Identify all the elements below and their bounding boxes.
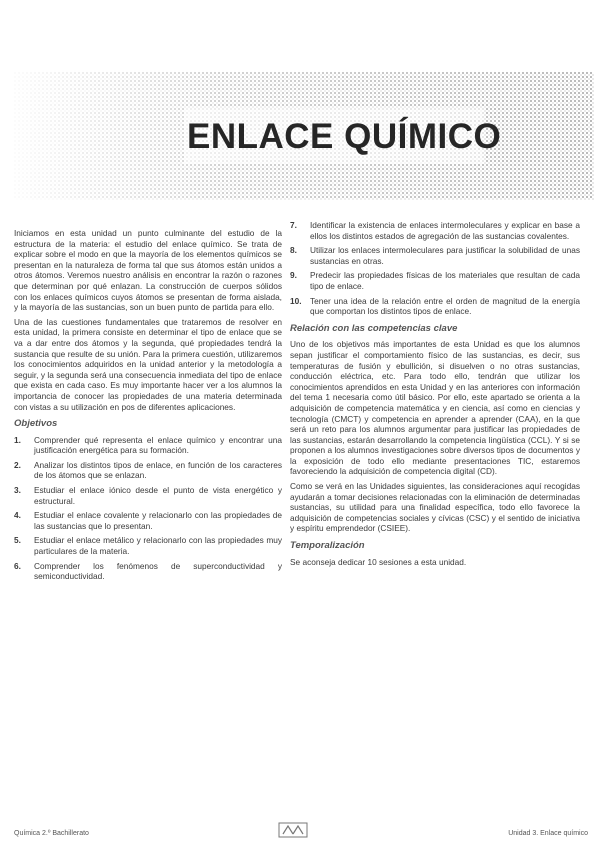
- left-column: [14, 228, 282, 586]
- list-item: 6. Comprender los fenómenos de superconductividad y semiconductividad.: [14, 560, 282, 582]
- temporalizacion-heading: Temporalización: [290, 540, 365, 552]
- right-column: [290, 220, 580, 571]
- footer-left: Química 2.º Bachillerato: [14, 830, 89, 837]
- list-item: 1. Comprender qué representa el enlace químico y encontrar una justificación energética para su formación.: [14, 434, 282, 456]
- competences-paragraph: Como se verá en las Unidades siguientes, las consideraciones aquí recogidas ayudarán a tomar decisiones relacionadas con la eliminación de determinadas sustancias, su utilidad para una finalidad específica, todo ello favorece la adquisición de competencias sociales y cívicas (CSC) y el sentido de iniciativa y espíritu emprendedor (CSIEE).: [290, 481, 580, 534]
- list-item: 2. Analizar los distintos tipos de enlace, en función de los caracteres de los átomos que se enlazan.: [14, 459, 282, 481]
- temporalizacion-text: Se aconseja dedicar 10 sesiones a esta unidad.: [290, 556, 467, 567]
- footer-right: Unidad 3. Enlace químico: [508, 830, 588, 837]
- page-title: ENLACE QUÍMICO: [187, 117, 502, 156]
- objectives-list-cont: [290, 220, 580, 317]
- intro-paragraph: Una de las cuestiones fundamentales que trataremos de resolver en esta unidad, la primera consiste en determinar el tipo de enlace que se va a dar entre dos átomos y la segunda, qué propiedades tendrá la sustancia que resulte de su unión. Para la primera cuestión, utilizaremos los conocimientos adquiridos en la unidad anterior y la metodología a seguir, y la segunda será una consecuencia inmediata del tipo de enlace que exista en cada caso. Es muy importante hacer ver a los alumnos la importancia de conocer las propiedades de una materia determinada con vistas a su utilización en pos de diferentes aplicaciones.: [14, 316, 282, 412]
- publisher-logo-icon: [278, 822, 308, 843]
- competences-paragraph: Uno de los objetivos más importantes de esta Unidad es que los alumnos sepan justificar el comportamiento físico de las sustancias, es decir, sus temperaturas de fusión y ebullición, si disuelven o no otras sustancias, conducción eléctrica, etc. Para todo ello, tendrán que utilizar los conocimientos aprendidos en esta Unidad y en las anteriores con información del tema 1 necesaria como útil básico. Por ello, este apartado se orienta a la adquisición de competencia matemática y en ciencia, así como en ciencias y tecnología (CMCT) y competencia en aprender a aprender (CAA), en la que será un reto para los alumnos argumentar para justificar las propiedades de las sustancias, estarán desarrollando la competencia lingüística (CCL). Y si se proponen a los alumnos investigaciones sobre diversos tipos de documentos y la exposición de todo ello mediante presentaciones TIC, estaremos favoreciendo la adquisición de competencia digital (CD).: [290, 339, 580, 477]
- list-item: 9. Predecir las propiedades físicas de los materiales que resultan de cada tipo de enlace.: [290, 270, 580, 291]
- list-item: 10. Tener una idea de la relación entre el orden de magnitud de la energía que comportan los distintos tipos de enlace.: [290, 295, 580, 317]
- list-item: 7. Identificar la existencia de enlaces intermoleculares y explicar en base a ellos los distintos estados de agregación de las sustancias covalentes.: [290, 220, 580, 241]
- list-item: 4. Estudiar el enlace covalente y relacionarlo con las propiedades de las sustancias que lo presentan.: [14, 510, 282, 531]
- list-item: 8. Utilizar los enlaces intermoleculares para justificar la solubilidad de unas sustancias en otras.: [290, 245, 580, 266]
- objectives-list: [14, 435, 282, 582]
- list-item: 5. Estudiar el enlace metálico y relacionarlo con las propiedades muy particulares de la materia.: [14, 535, 282, 557]
- list-item: 3. Estudiar el enlace iónico desde el punto de vista energético y estructural.: [14, 485, 282, 506]
- competences-heading: Relación con las competencias clave: [290, 322, 458, 334]
- objectives-heading: Objetivos: [14, 418, 58, 430]
- intro-paragraph: Iniciamos en esta unidad un punto culminante del estudio de la estructura de la materia: el estudio del enlace químico. Se trata de explicar sobre el modo en que la mayoría de los elementos químicos se presentan en la naturaleza de forma tal que sus átomos están unidos a otros átomos. Veremos nuestro análisis en encontrar la razón o razones que determinan por qué enlazan. La construcción de cuerpos sólidos con los enlaces químicos cuyos átomos se presentan de forma aislada, y la mayoría de las sustancias, son un buen punto de partida para ello.: [14, 228, 282, 313]
